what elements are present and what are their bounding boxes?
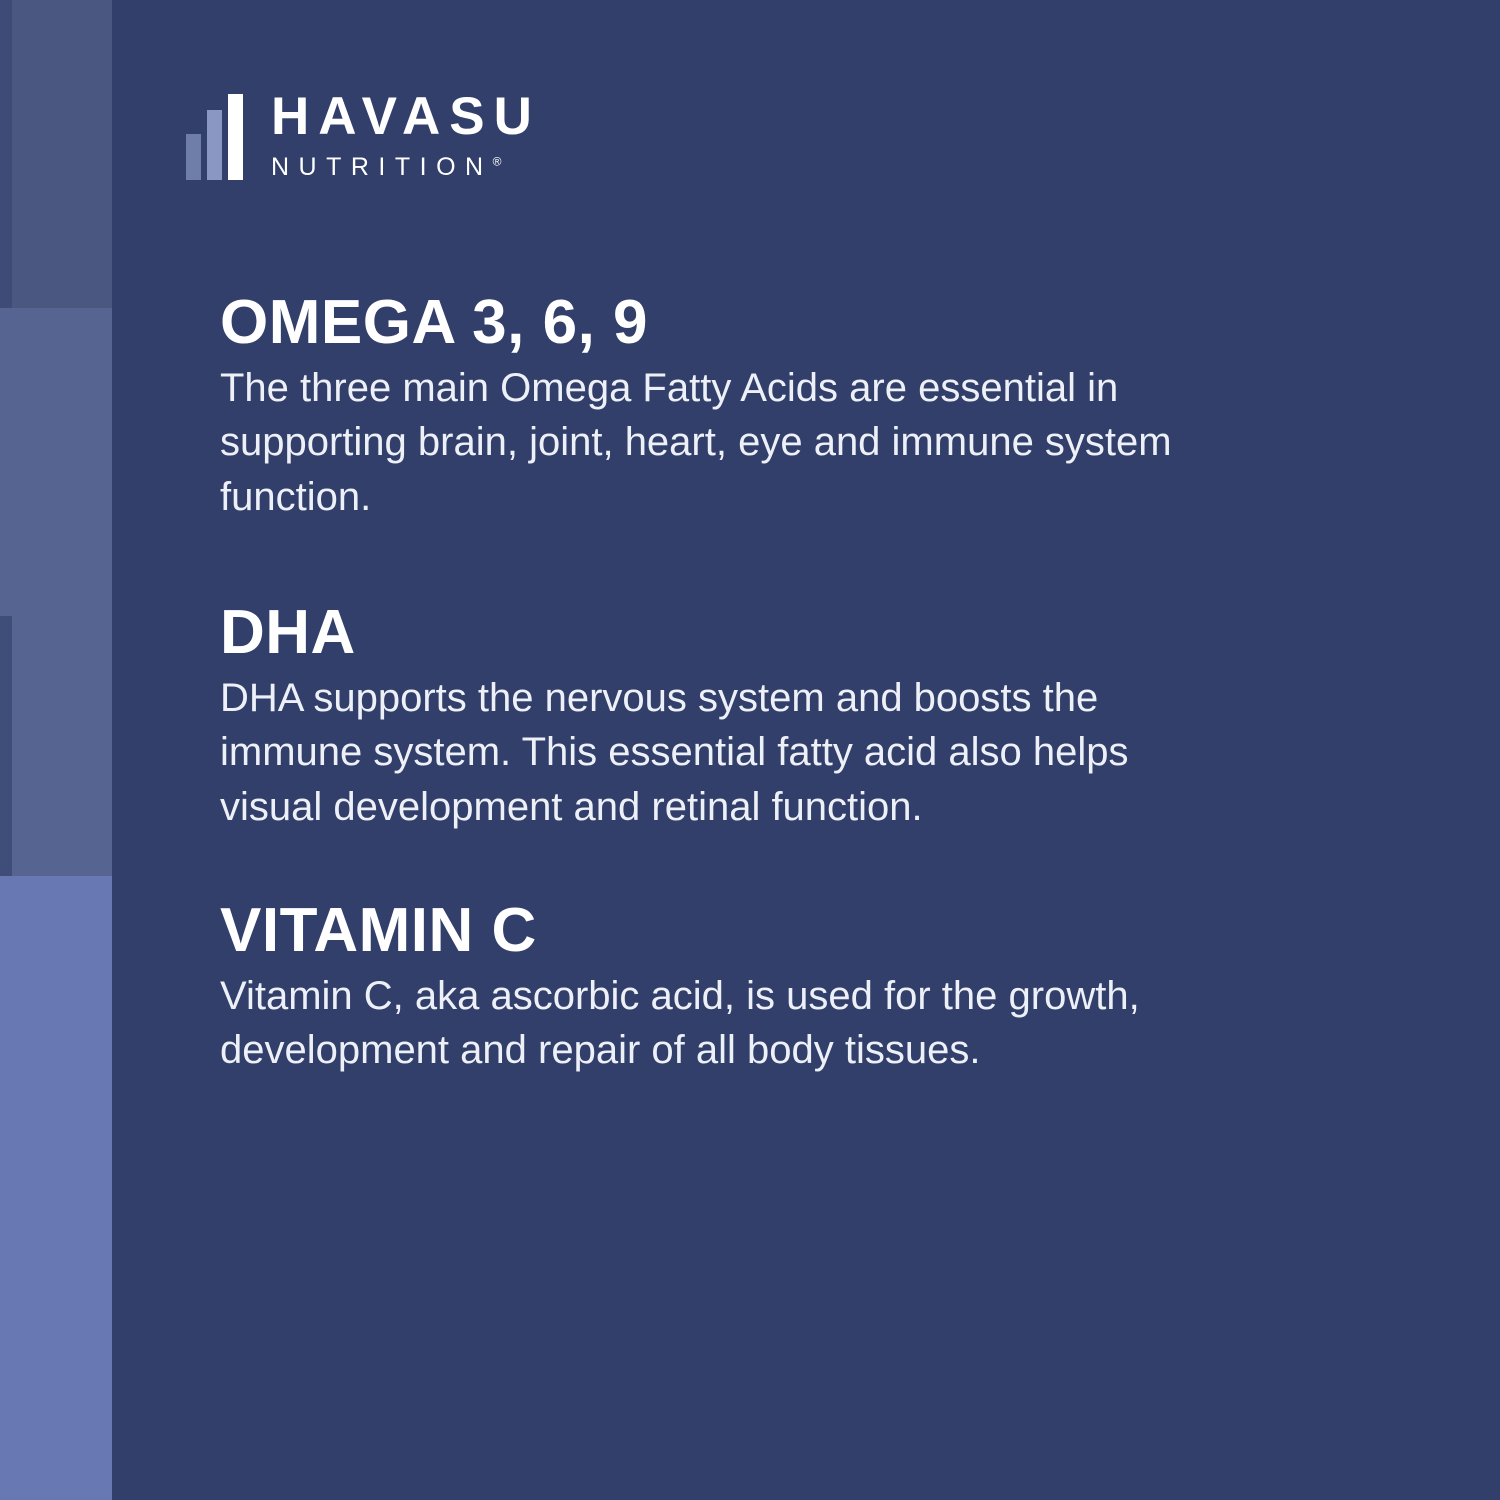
feature-title: VITAMIN C — [220, 896, 537, 965]
brand-subtitle: NUTRITION — [271, 153, 493, 181]
brand-logo — [186, 86, 541, 180]
left-edge-top — [0, 0, 12, 308]
feature-text — [220, 898, 1230, 1078]
left-block-top — [0, 0, 112, 308]
feature-description: The three main Omega Fatty Acids are essential in supporting brain, joint, heart, eye and immune system function. — [220, 366, 1172, 519]
logo-bar-2 — [207, 110, 222, 180]
feature-text — [220, 600, 1230, 834]
feature-item — [0, 290, 1500, 542]
joint-bone-icon — [0, 290, 220, 542]
bars-logo-icon — [186, 86, 249, 180]
logo-bar-3 — [228, 94, 243, 180]
lightning-bolt-icon — [0, 600, 220, 840]
brand-subtitle-row — [271, 155, 541, 180]
feature-title: DHA — [220, 598, 356, 667]
feature-item — [0, 600, 1500, 840]
feature-description: Vitamin C, aka ascorbic acid, is used for the growth, development and repair of all body tissues. — [220, 974, 1140, 1073]
feature-description: DHA supports the nervous system and boosts the immune system. This essential fatty acid also helps visual development and retinal function. — [220, 676, 1129, 829]
feature-text — [220, 290, 1230, 524]
feature-list — [0, 290, 1500, 1164]
feature-title: OMEGA 3, 6, 9 — [220, 288, 648, 357]
brand-wordmark — [271, 86, 541, 180]
shield-plus-icon — [0, 898, 220, 1106]
brand-title: HAVASU — [271, 87, 541, 146]
feature-item — [0, 898, 1500, 1106]
logo-bar-1 — [186, 134, 201, 180]
registered-mark: ® — [492, 154, 502, 169]
